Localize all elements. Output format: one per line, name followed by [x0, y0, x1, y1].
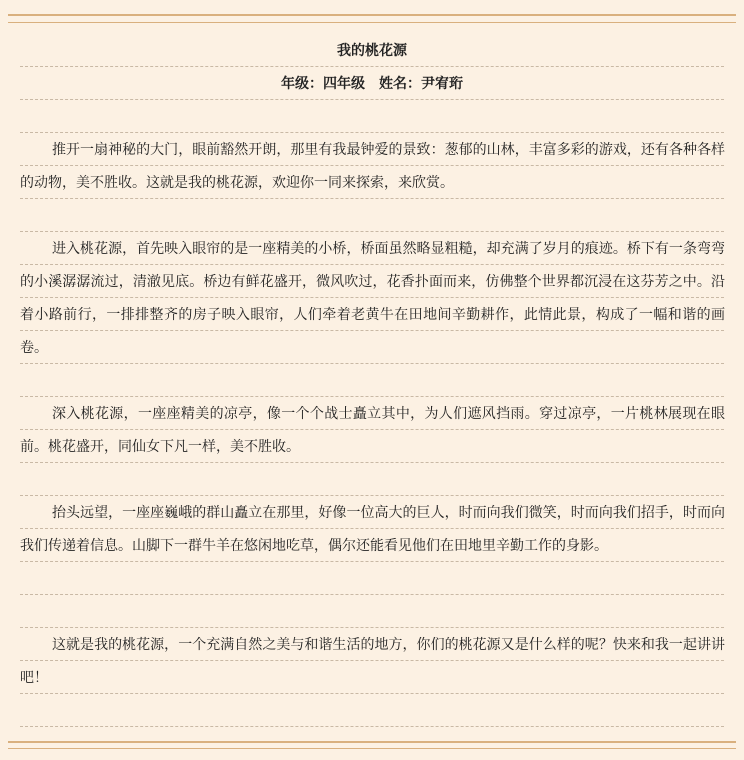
name-label: 姓名： — [379, 76, 421, 92]
paragraph-3: 深入桃花源，一座座精美的凉亭，像一个个战士矗立其中，为人们遮风挡雨。穿过凉亭，一片桃林展现在眼前。桃花盛开，同仙女下凡一样，美不胜收。 — [20, 406, 725, 455]
bottom-border-inner — [8, 748, 736, 749]
name-value: 尹宥珩 — [421, 76, 463, 92]
paragraph-1: 推开一扇神秘的大门，眼前豁然开朗，那里有我最钟爱的景致：葱郁的山林，丰富多彩的游戏，还有各种各样的动物，美不胜收。这就是我的桃花源，欢迎你一同来探索，来欣赏。 — [20, 142, 725, 191]
grade-value: 四年级 — [323, 76, 365, 92]
paragraph-4: 抬头远望，一座座巍峨的群山矗立在那里，好像一位高大的巨人，时而向我们微笑，时而向我们招手，时而向我们传递着信息。山脚下一群牛羊在悠闲地吃草，偶尔还能看见他们在田地里辛勤工作的身影。 — [20, 505, 725, 554]
grade-label: 年级： — [281, 76, 323, 92]
paragraph-2: 进入桃花源，首先映入眼帘的是一座精美的小桥，桥面虽然略显粗糙，却充满了岁月的痕迹。桥下有一条弯弯的小溪潺潺流过，清澈见底。桥边有鲜花盛开，微风吹过，花香扑面而来，仿佛整个世界都沉浸在这芬芳之中。沿着小路前行，一排排整齐的房子映入眼帘，人们牵着老黄牛在田地间辛勤耕作，此情此景，构成了一幅和谐的画卷。 — [20, 241, 725, 356]
author-info — [20, 68, 724, 101]
paragraph-5: 这就是我的桃花源，一个充满自然之美与和谐生活的地方，你们的桃花源又是什么样的呢？快来和我一起讲讲吧！ — [20, 637, 725, 686]
bottom-border — [8, 741, 736, 743]
essay-title: 我的桃花源 — [337, 43, 407, 59]
